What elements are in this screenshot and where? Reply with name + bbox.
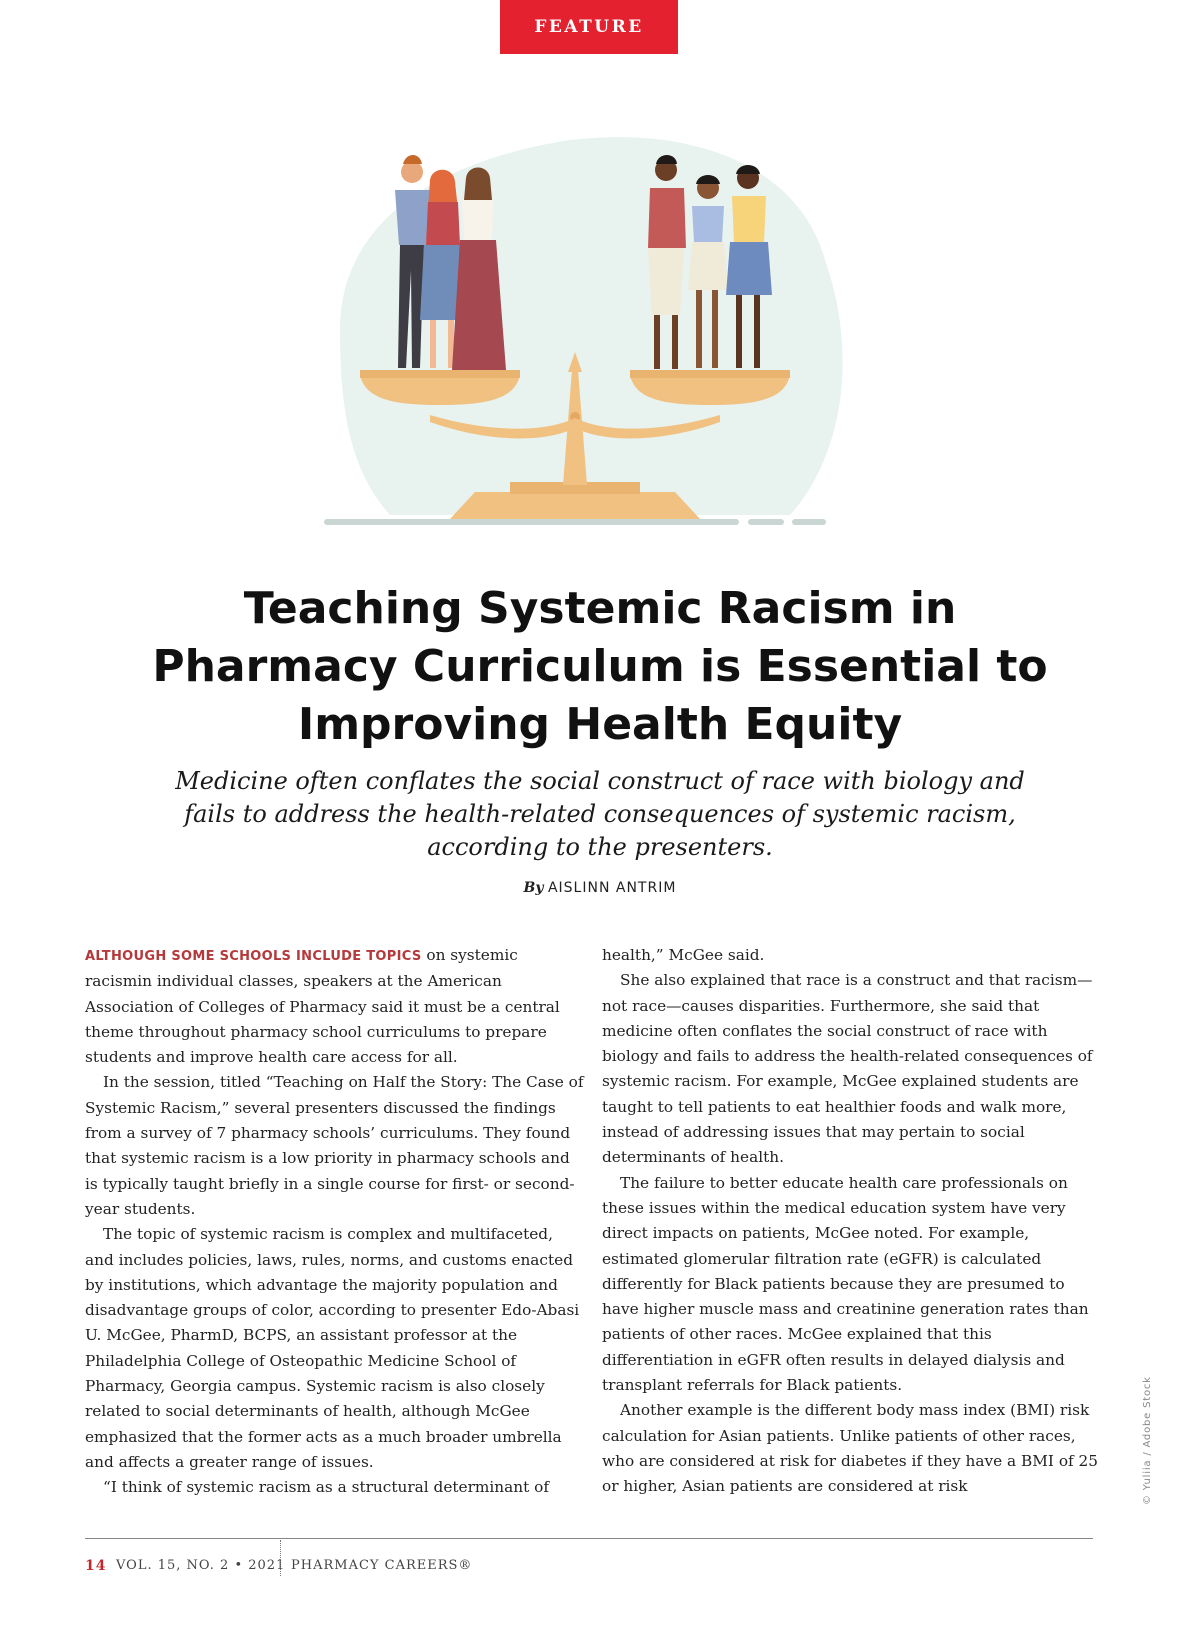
issue-info: VOL. 15, NO. 2 • 2021 bbox=[116, 1558, 286, 1573]
balance-scale-illustration bbox=[320, 130, 880, 560]
lead-in: ALTHOUGH SOME SCHOOLS INCLUDE TOPICS bbox=[85, 949, 422, 964]
body-paragraph: The topic of systemic racism is complex and multifaceted, and includes policies, laws, rules, norms, and customs enacted by institutions, which advantage the majority population and disadvantage groups of color, according to presenter Edo-Abasi U. McGee, PharmD, BCPS, an assistant professor at the Philadelphia College of Osteopathic Medicine School of Pharmacy, Georgia campus. Systemic racism is also closely related to social determinants of health, although McGee emphasized that the former acts as a much broader umbrella and affects a greater range of issues. bbox=[85, 1225, 580, 1471]
body-paragraph: health,” McGee said. bbox=[602, 946, 765, 964]
byline-prefix: By bbox=[523, 880, 544, 896]
paragraph-text: on systemic racismin individual classes, speakers at the American Association of Colleges of Pharmacy said it must be a central theme throughout pharmacy school curriculums to prepare students and improve health care access for all. bbox=[85, 946, 560, 1067]
body-paragraph: The failure to better educate health care professionals on these issues within the medical education system have very direct impacts on patients, McGee noted. For example, estimated glomerular filtration rate (eGFR) is calculated differently for Black patients because they are presumed to have higher muscle mass and creatinine generation rates than patients of other races. McGee explained that this differentiation in eGFR often results in delayed dialysis and transplant referrals for Black patients. bbox=[602, 1173, 1089, 1395]
magazine-name: PHARMACY CAREERS® bbox=[291, 1558, 473, 1573]
body-column-right bbox=[602, 943, 1102, 1500]
body-paragraph bbox=[85, 943, 585, 1070]
body-paragraph: She also explained that race is a construct and that racism—not race—causes disparities. Furthermore, she said that medicine often conflates the social construct of race with biology and fails to address the health-related consequences of systemic racism. For example, McGee explained students are taught to tell patients to eat healthier foods and walk more, instead of addressing issues that may pertain to social determinants of health. bbox=[602, 971, 1093, 1167]
footer-rule bbox=[85, 1538, 1093, 1539]
byline bbox=[300, 880, 900, 896]
body-paragraph: In the session, titled “Teaching on Half the Story: The Case of Systemic Racism,” several presenters discussed the findings from a survey of 7 pharmacy schools’ curriculums. They found that systemic racism is a low priority in pharmacy schools and is typically taught briefly in a single course for first- or second-year students. bbox=[85, 1073, 584, 1218]
body-column-left bbox=[85, 943, 585, 1501]
body-paragraph: “I think of systemic racism as a structural determinant of bbox=[103, 1478, 549, 1497]
image-credit: © Yuliia / Adobe Stock bbox=[1142, 1376, 1153, 1505]
page-number: 14 bbox=[85, 1558, 107, 1574]
section-tab: FEATURE bbox=[500, 0, 678, 54]
article-subtitle: Medicine often conflates the social construct of race with biology and fails to address the health-related consequences of systemic racism, according to the presenters. bbox=[175, 767, 1025, 861]
footer-divider bbox=[280, 1540, 281, 1576]
article-title: Teaching Systemic Racism in Pharmacy Curriculum is Essential to Improving Health Equity bbox=[152, 583, 1048, 750]
author-name: AISLINN ANTRIM bbox=[547, 880, 677, 896]
body-paragraph: Another example is the different body mass index (BMI) risk calculation for Asian patients. Unlike patients of other races, who are considered at risk for diabetes if they have a BMI of 25 or higher, Asian patients are considered at risk bbox=[602, 1401, 1099, 1496]
